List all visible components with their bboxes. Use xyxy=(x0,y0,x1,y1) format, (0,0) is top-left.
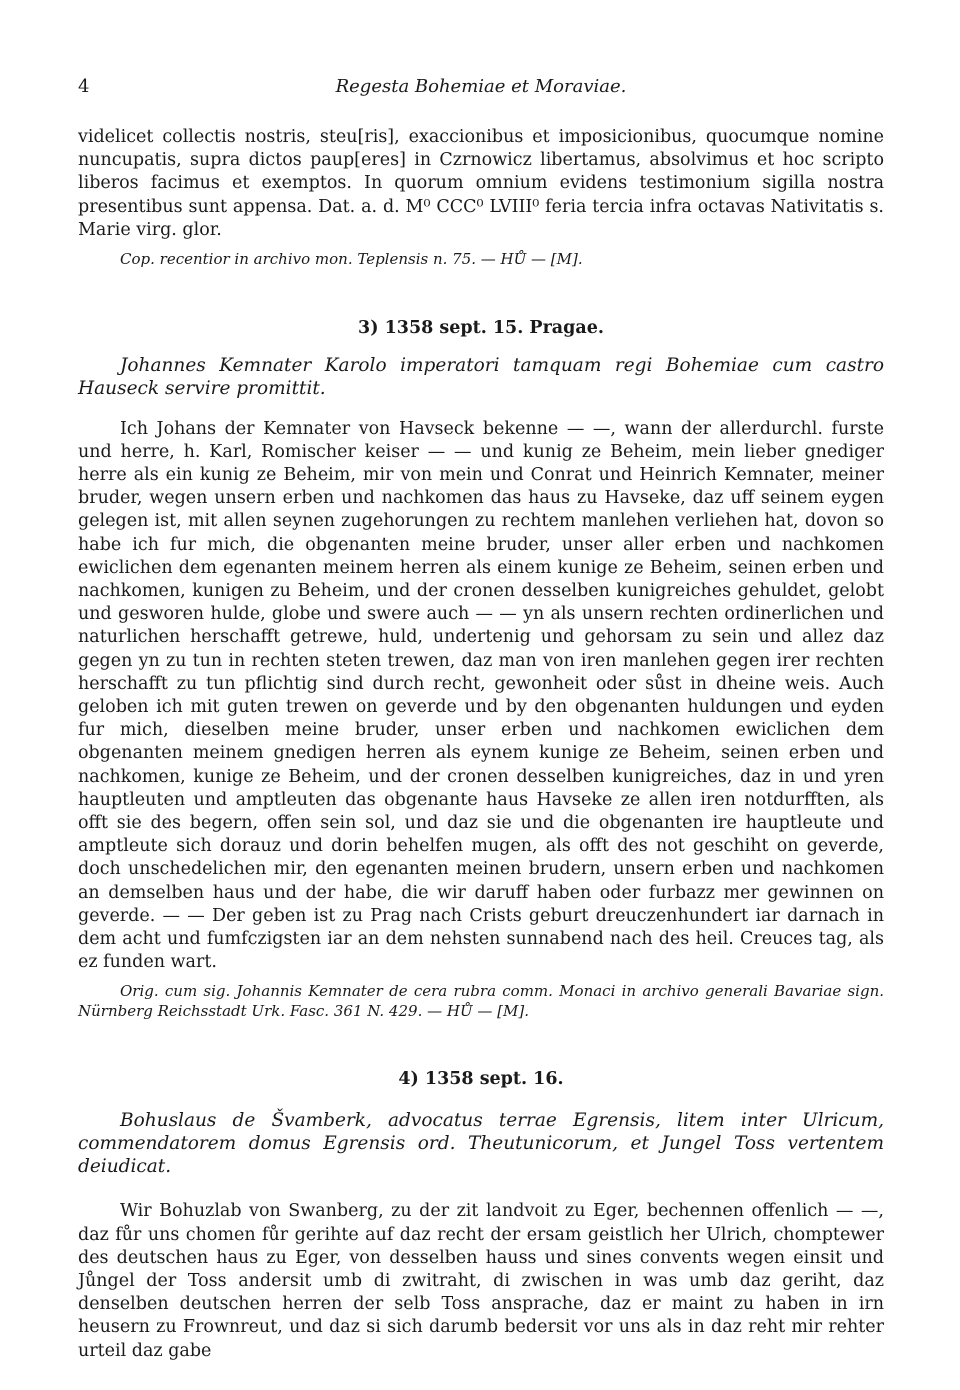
continuation-paragraph: videlicet collectis nostris, steu[ris], exaccionibus et imposicionibus, quocumque nomine nuncupatis, supra dictos paup[eres] in Czrnowicz libertamus, absolvimus et hoc scripto liberos facimus et exemptos. In quorum omnium evidens testimonium sigilla nostra presentibus sunt appensa. Dat. a. d. M⁰ CCC⁰ LVIII⁰ feria tercia infra octavas Nativitatis s. Marie virg. glor. xyxy=(78,127,884,240)
source-note-3: Orig. cum sig. Johannis Kemnater de cera rubra comm. Monaci in archivo generali Bavariae sign. Nürnberg Reichsstadt Urk. Fasc. 361 N. 429. — HŮ — [M]. xyxy=(78,982,884,1020)
running-title: Regesta Bohemiae et Moraviae. xyxy=(335,76,627,97)
source-note-2: Cop. recentior in archivo mon. Teplensis n. 75. — HŮ — [M]. xyxy=(120,250,583,269)
entry-regest-4: Bohuslaus de Švamberk, advocatus terrae Egrensis, litem inter Ulricum, commendatorem domus Egrensis ord. Theutunicorum, et Jungel Toss vertentem deiudicat. xyxy=(78,1110,884,1178)
entry-text-3: Ich Johans der Kemnater von Havseck bekenne — —, wann der allerdurchl. furste und herre, h. Karl, Romischer keiser — — und kunig ze Beheim, mein lieber gnediger herre als ein kunig ze Beheim, mir von mein und Conrat und Heinrich Kemnater, meiner bruder, wegen unsern erben und nachkomen das haus zu Havseke, daz uff seinem eygen gelegen ist, mit allen seynen zugehorungen zu rechtem manlehen verliehen hat, dovon so habe ich fur mich, die obgenanten meine bruder, unser aller erben und nachkomen ewiclichen dem egenanten meinem herren als einem kunige ze Beheim, seinen erben und nachkomen, kunigen zu Beheim, und der cronen desselben kunigreiches gehuldet, gelobt und gesworen hulde, globe und swere auch — — yn als unsern rechten ordinerlichen und naturlichen herschafft getrewe, huld, undertenig und gehorsam zu sein und allez daz gegen yn zu tun in rechten steten trewen, daz man von iren manlehen gegen irer rechten herschafft zu tun pflichtig sind durch recht, gewonheit oder sůst in dheine weis. Auch geloben ich mit guten trewen on geverde und by den obgenanten huldungen und eyden fur mich, dieselben meine bruder, unser erben und nachkomen ewiclichen dem obgenanten meinem gnedigen herren als eynem kunige ze Beheim, seinen erben und nachkomen, kunige ze Beheim, und der cronen desselben kunigreiches, daz in und yren hauptleuten und amptleuten das obgenante haus Havseke ze allen iren notdurfften, als offt sie des begern, offen sein sol, und daz sie und die obgenanten ire hauptleute und amptleute sich dorauz und dorin behelfen mugen, als offt des not geschiht on geverde, doch unschedelichen mir, den egenanten meinen brudern, unsern erben und nachkomen an demselben haus und der habe, die wir daruff haben oder furbazz mer gewinnen on geverde. — — Der geben ist zu Prag nach Crists geburt dreuczenhundert iar darnach in dem acht und fumfczigsten iar an dem nehsten sunnabend nach des heil. Creuces tag, als ez funden wart. xyxy=(78,418,884,973)
entry-regest-3: Johannes Kemnater Karolo imperatori tamquam regi Bohemiae cum castro Hauseck servire promittit. xyxy=(78,354,884,399)
page-header xyxy=(78,76,884,102)
entry-heading-3: 3) 1358 sept. 15. Pragae. xyxy=(358,317,604,338)
entry-text-4: Wir Bohuzlab von Swanberg, zu der zit landvoit zu Eger, bechennen offenlich — —, daz fůr uns chomen fůr gerihte auf daz recht der ersam geistlich her Ulrich, chomptewer des deutschen haus zu Eger, von desselben hauss und sines convents wegen einsit und Jůngel der Toss andersit umb di zwitraht, di zwischen in was umb daz geriht, daz denselben deutschen herren der selb Toss ansprache, daz er maint zu haben in irn heusern zu Frownreut, und daz si sich darumb bedersit vor uns als in daz reht mir rehter urteil daz gabe xyxy=(78,1201,884,1361)
entry-heading-4: 4) 1358 sept. 16. xyxy=(398,1069,564,1090)
page-number: 4 xyxy=(78,76,90,97)
page-body xyxy=(78,126,884,1363)
